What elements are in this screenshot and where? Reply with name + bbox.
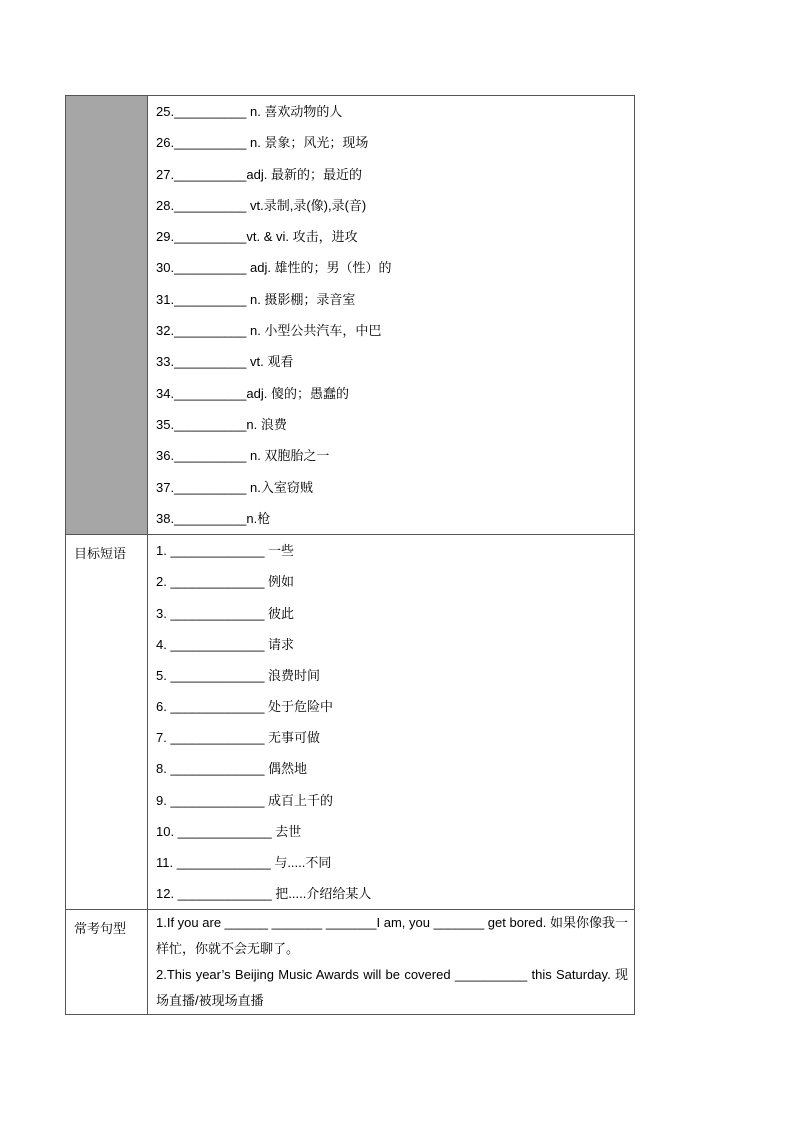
vocab-section [66,96,634,534]
phrase-item: 9. _____________ 成百上千的 [156,792,334,808]
vocab-item: 31.__________ n. 摄影棚；录音室 [156,291,356,307]
phrase-item: 5. _____________ 浪费时间 [156,667,321,683]
phrase-item: 12. _____________ 把.....介绍给某人 [156,886,372,902]
phrase-section-label: 目标短语 [66,535,148,909]
vocab-item: 34.__________adj. 傻的；愚蠢的 [156,385,349,401]
vocab-item: 38.__________n.枪 [156,510,271,526]
phrase-item: 2. _____________ 例如 [156,574,295,590]
vocab-item: 25.__________ n. 喜欢动物的人 [156,104,343,119]
sentence-item: 2.This year’s Beijing Music Awards will be covered __________ this Saturday. 现场直播/被现场直播 [156,967,628,1009]
sentence-section-label: 常考句型 [66,910,148,1014]
vocab-item: 35.__________n. 浪费 [156,416,287,432]
vocab-item: 37.__________ n.入室窃贼 [156,479,313,495]
phrase-item: 11. _____________ 与.....不同 [156,855,332,871]
phrase-section [66,534,634,909]
phrase-item: 1. _____________ 一些 [156,543,295,559]
sentence-item: 1.If you are ______ _______ _______I am, you _______ get bored. 如果你像我一样忙，你就不会无聊了。 [156,915,628,957]
vocab-item: 36.__________ n. 双胞胎之一 [156,448,330,464]
vocab-item: 28.__________ vt.录制,录(像),录(音) [156,197,367,213]
phrase-item: 4. _____________ 请求 [156,636,295,652]
phrase-item: 8. _____________ 偶然地 [156,761,308,777]
vocab-item: 26.__________ n. 景象；风光；现场 [156,135,369,151]
phrase-item: 10. _____________ 去世 [156,823,302,839]
phrase-item: 7. _____________ 无事可做 [156,730,321,746]
vocab-item: 27.__________adj. 最新的；最近的 [156,166,362,182]
vocab-item: 29.__________vt. & vi. 攻击，进攻 [156,229,358,245]
phrase-item: 3. _____________ 彼此 [156,605,295,621]
worksheet-table [65,95,635,1015]
vocab-list [148,96,634,534]
vocab-section-label [66,96,148,534]
sentence-section [66,909,634,1014]
phrase-item: 6. _____________ 处于危险中 [156,699,334,715]
vocab-item: 33.__________ vt. 观看 [156,354,294,370]
vocab-item: 32.__________ n. 小型公共汽车，中巴 [156,323,382,339]
sentence-list [148,910,634,1014]
phrase-list [148,535,634,909]
vocab-item: 30.__________ adj. 雄性的；男（性）的 [156,260,392,276]
